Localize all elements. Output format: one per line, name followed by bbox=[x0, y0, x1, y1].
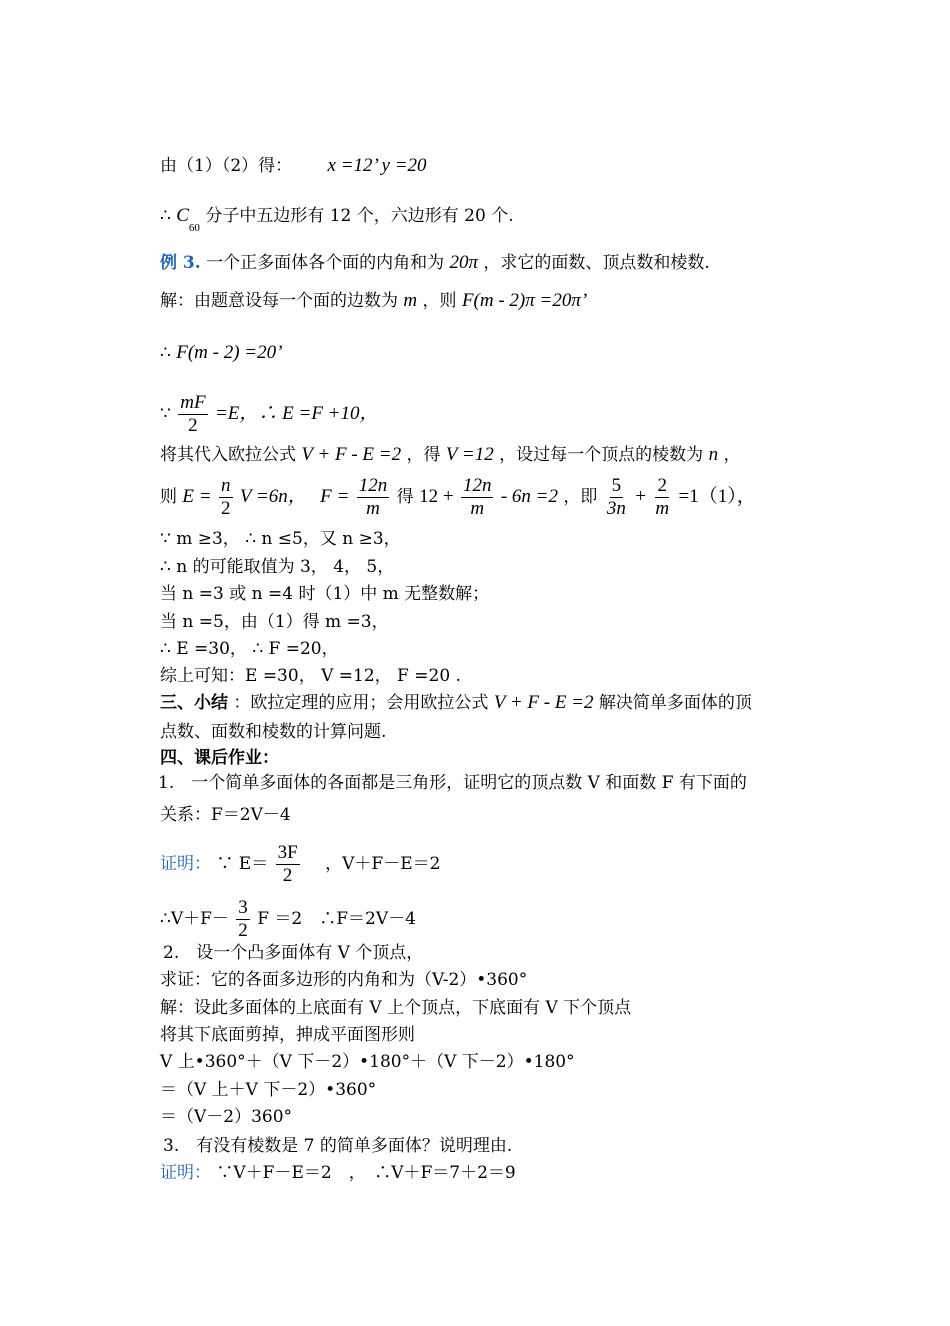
line-22 bbox=[163, 942, 423, 964]
formula-end: =1（1）， bbox=[678, 486, 756, 507]
line-10 bbox=[160, 556, 394, 578]
fraction-1 bbox=[219, 475, 233, 520]
line-27 bbox=[160, 1079, 376, 1101]
line-12 bbox=[160, 611, 389, 633]
line-23 bbox=[160, 969, 527, 991]
numerator: n bbox=[221, 475, 231, 496]
denominator: m bbox=[655, 498, 670, 519]
text-tail: 解决简单多面体的顶 bbox=[598, 693, 752, 713]
line-26 bbox=[160, 1051, 575, 1073]
line-11 bbox=[160, 583, 489, 605]
line-19 bbox=[160, 804, 291, 826]
text: ∵ m ≥3， ∴ n ≤5，又 n ≥3， bbox=[160, 529, 401, 549]
fraction bbox=[236, 897, 250, 942]
plus-sign: + bbox=[635, 486, 646, 507]
var-m: m bbox=[403, 290, 418, 311]
text: 1. 一个简单多面体的各面都是三角形，证明它的顶点数 V 和面数 F 有下面的 bbox=[158, 773, 747, 793]
line-18 bbox=[158, 772, 747, 794]
c-letter: C bbox=[176, 205, 189, 226]
formula: F(m - 2)π =20π’ bbox=[461, 290, 588, 311]
section-heading bbox=[160, 747, 279, 769]
formula: x =12’ y =20 bbox=[327, 155, 427, 176]
line-4 bbox=[160, 290, 587, 312]
line-3 bbox=[160, 252, 710, 274]
text: V 上•360°＋（V 下－2）•180°＋（V 下－2）•180° bbox=[160, 1052, 575, 1072]
text-end: ， bbox=[723, 445, 741, 465]
formula: F(m - 2) =20’ bbox=[176, 342, 283, 363]
formula-e: E = bbox=[182, 486, 212, 507]
text: ∴ E =30， ∴ F =20， bbox=[160, 639, 339, 659]
text: ∴ n 的可能取值为 3， 4， 5， bbox=[160, 557, 395, 577]
text-b: F ＝2 ∴F＝2V－4 bbox=[257, 909, 416, 929]
text: 解：设此多面体的上底面有 V 上个顶点，下底面有 V 下个顶点 bbox=[160, 998, 632, 1018]
text-then: ，则 bbox=[422, 291, 457, 311]
fraction-2 bbox=[357, 475, 390, 520]
text-ji: ，即 bbox=[563, 487, 598, 507]
therefore-symbol: ∴ bbox=[160, 343, 171, 363]
text: 点数、面数和棱数的计算问题. bbox=[160, 722, 387, 742]
text: 求证：它的各面多边形的内角和为（V-2）•360° bbox=[160, 970, 528, 990]
text: 四、课后作业： bbox=[160, 748, 279, 768]
line-8 bbox=[160, 475, 756, 520]
line-15 bbox=[160, 692, 752, 714]
c-subscript: 60 bbox=[188, 222, 200, 234]
line-30 bbox=[160, 1162, 516, 1184]
formula-v: V =12 bbox=[445, 444, 494, 465]
line-29 bbox=[163, 1135, 512, 1157]
denominator: 2 bbox=[282, 865, 293, 886]
line-7 bbox=[160, 444, 740, 466]
text: 一个正多面体各个面的内角和为 bbox=[206, 253, 445, 273]
text: 2. 设一个凸多面体有 V 个顶点， bbox=[163, 943, 424, 963]
text-b: ，V＋F－E＝2 bbox=[325, 854, 441, 874]
text: ∴V＋F－ bbox=[160, 909, 229, 929]
fraction-5 bbox=[653, 475, 671, 520]
denominator: 2 bbox=[221, 498, 231, 519]
text: 综上可知：E =30， V =12， F =20 . bbox=[160, 666, 461, 686]
line-1 bbox=[160, 155, 427, 177]
section-label: 三、小结 bbox=[160, 693, 228, 713]
text: ＝（V 上＋V 下－2）•360° bbox=[160, 1080, 377, 1100]
because-symbol: ∵ bbox=[160, 404, 171, 424]
denominator: 2 bbox=[188, 415, 198, 436]
c60-symbol bbox=[176, 205, 200, 234]
var-n: n bbox=[708, 444, 719, 465]
formula: =E，∴ E =F +10， bbox=[214, 403, 379, 424]
text: ∵V＋F－E＝2 ， ∴V＋F＝7＋2＝9 bbox=[216, 1163, 516, 1183]
line-24 bbox=[160, 997, 631, 1019]
text: 关系：F＝2V－4 bbox=[160, 805, 291, 825]
denominator: 3n bbox=[606, 498, 626, 519]
formula-minus: - 6n =2 bbox=[500, 486, 558, 507]
denominator: 2 bbox=[238, 920, 248, 941]
text-de: 得 bbox=[396, 487, 414, 507]
line-9 bbox=[160, 528, 401, 550]
text: 由（1）（2）得： bbox=[160, 156, 293, 176]
line-2 bbox=[160, 205, 514, 239]
line-13 bbox=[160, 638, 339, 660]
therefore-symbol: ∴ bbox=[160, 206, 171, 226]
proof-label: 证明： bbox=[160, 1163, 211, 1183]
numerator: mF bbox=[180, 392, 206, 413]
formula-f: F = bbox=[320, 486, 350, 507]
text: 当 n =5，由（1）得 m =3， bbox=[160, 612, 389, 632]
text: ∵ E＝ bbox=[216, 854, 269, 874]
euler-formula: V + F - E =2 bbox=[493, 692, 594, 713]
denominator: m bbox=[366, 498, 380, 519]
example-label: 例 3. bbox=[160, 253, 201, 273]
numerator: 5 bbox=[611, 475, 622, 496]
text: 当 n =3 或 n =4 时（1）中 m 无整数解； bbox=[160, 584, 490, 604]
line-5 bbox=[160, 342, 282, 364]
formula-12: 12 + bbox=[419, 486, 454, 507]
numerator: 12n bbox=[358, 475, 388, 496]
text-mid: ，得 bbox=[406, 445, 441, 465]
proof-label: 证明： bbox=[160, 854, 211, 874]
line-14 bbox=[160, 665, 461, 687]
line-20 bbox=[160, 842, 440, 887]
text: ＝（V－2）360° bbox=[160, 1107, 293, 1127]
formula: 20π bbox=[449, 252, 479, 273]
formula-v: V =6n， bbox=[239, 486, 307, 507]
text: 将其下底面剪掉，抻成平面图形则 bbox=[160, 1025, 415, 1045]
text: 解：由题意设每一个面的边数为 bbox=[160, 291, 398, 311]
numerator: 3F bbox=[277, 842, 298, 863]
line-6 bbox=[160, 392, 379, 437]
text: 分子中五边形有 12 个，六边形有 20 个. bbox=[205, 206, 514, 226]
line-21 bbox=[160, 897, 416, 942]
numerator: 3 bbox=[238, 897, 248, 918]
line-28 bbox=[160, 1106, 292, 1128]
text-tail: ，设过每一个顶点的棱数为 bbox=[499, 445, 704, 465]
fraction bbox=[276, 842, 300, 887]
line-16 bbox=[160, 721, 386, 743]
text: ：欧拉定理的应用；会用欧拉公式 bbox=[233, 693, 489, 713]
fraction-4 bbox=[605, 475, 628, 520]
fraction-3 bbox=[461, 475, 494, 520]
text: 将其代入欧拉公式 bbox=[160, 445, 296, 465]
fraction bbox=[178, 392, 207, 437]
denominator: m bbox=[470, 498, 485, 519]
line-25 bbox=[160, 1024, 415, 1046]
text-then: 则 bbox=[160, 487, 177, 507]
numerator: 12n bbox=[462, 475, 492, 496]
text-tail: ，求它的面数、顶点数和棱数. bbox=[483, 253, 710, 273]
text: 3. 有没有棱数是 7 的简单多面体？说明理由. bbox=[163, 1136, 513, 1156]
euler-formula: V + F - E =2 bbox=[301, 444, 402, 465]
numerator: 2 bbox=[657, 475, 667, 496]
